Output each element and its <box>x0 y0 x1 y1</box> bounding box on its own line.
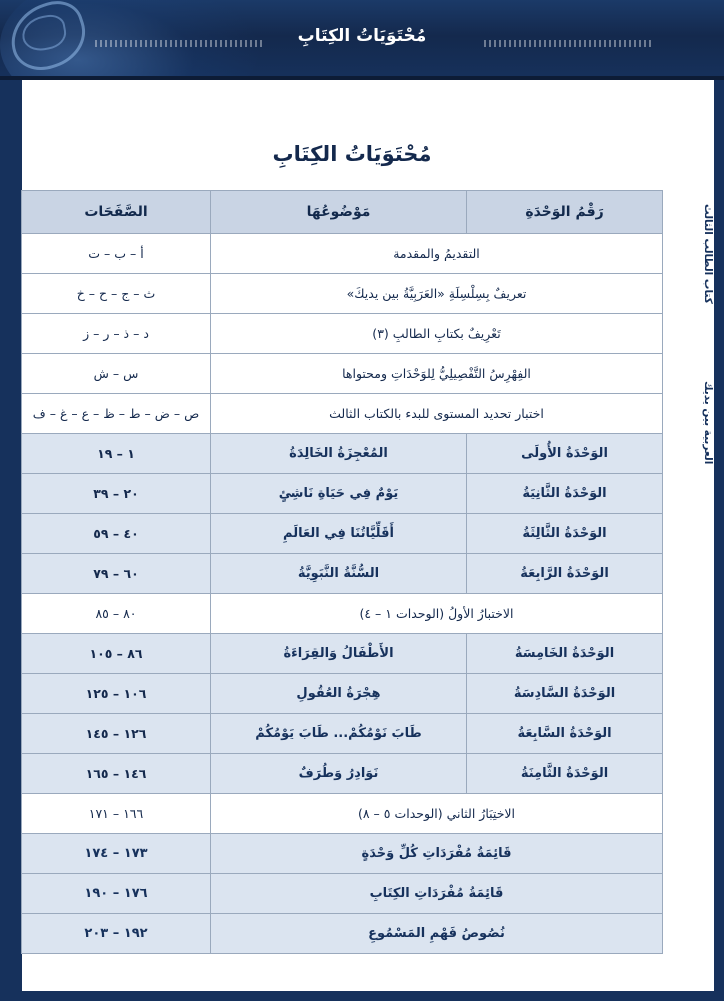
cell-pages: ٤٠ – ٥٩ <box>22 514 211 554</box>
cell-topic: نُصُوصُ فَهْمِ المَسْمُوعِ <box>211 914 663 954</box>
cell-pages: ص – ض – ط – ظ – ع – غ – ف <box>22 394 211 434</box>
column-header-topic: مَوْضُوعُهَا <box>211 191 467 234</box>
cell-topic: نَوَادِرُ وَطُرَفٌ <box>211 754 467 794</box>
cell-pages: ٨٠ – ٨٥ <box>22 594 211 634</box>
table-row <box>22 354 663 394</box>
table-header-row <box>22 191 663 234</box>
table-row <box>22 474 663 514</box>
cell-topic: الفِهْرِسُ التَّفْصِيلِيُّ لِلوَحْدَاتِ ومحتواها <box>211 354 663 394</box>
cell-pages: د – ذ – ر – ز <box>22 314 211 354</box>
cell-pages: س – ش <box>22 354 211 394</box>
cell-topic: اختبار تحديد المستوى للبدء بالكتاب الثالث <box>211 394 663 434</box>
table-of-contents <box>22 190 663 954</box>
cell-topic: تَعْرِيفٌ بكتابِ الطالبِ (٣) <box>211 314 663 354</box>
cell-topic: أَقَلِّيَّاتُنَا فِي العَالَمِ <box>211 514 467 554</box>
header-title: مُحْتَوَيَاتُ الكِتَابِ <box>297 26 427 46</box>
cell-pages: ٢٠ – ٣٩ <box>22 474 211 514</box>
cell-topic: الاختبارُ الأولُ (الوحدات ١ – ٤) <box>211 594 663 634</box>
spine-book-title: كتاب الطالب الثالث <box>702 204 714 304</box>
cell-topic: التقديمُ والمقدمة <box>211 234 663 274</box>
cell-unit-number: الوَحْدَةُ السَّادِسَةُ <box>467 674 663 714</box>
cell-unit-number: الوَحْدَةُ الثَّامِنَةُ <box>467 754 663 794</box>
cell-unit-number: الوَحْدَةُ السَّابِعَةُ <box>467 714 663 754</box>
cell-pages: ١ – ١٩ <box>22 434 211 474</box>
table-row <box>22 514 663 554</box>
table-row <box>22 434 663 474</box>
cell-pages: ١٤٦ – ١٦٥ <box>22 754 211 794</box>
contents-table-head <box>22 191 663 234</box>
cell-pages: ٦٠ – ٧٩ <box>22 554 211 594</box>
cell-topic: الأَطْفَالُ وَالقِرَاءَةُ <box>211 634 467 674</box>
cell-unit-number: الوَحْدَةُ الأُولَى <box>467 434 663 474</box>
cell-topic: السُّنَّةُ النَّبَوِيَّةُ <box>211 554 467 594</box>
cell-topic: طَابَ نَوْمُكُمْ... طَابَ يَوْمُكُمْ <box>211 714 467 754</box>
book-spine-text <box>690 200 714 464</box>
cell-pages: ١٧٣ – ١٧٤ <box>22 834 211 874</box>
table-row <box>22 554 663 594</box>
table-row <box>22 914 663 954</box>
table-row <box>22 314 663 354</box>
table-row <box>22 754 663 794</box>
cell-pages: ث – ج – ح – خ <box>22 274 211 314</box>
table-row <box>22 234 663 274</box>
contents-table-body <box>22 234 663 954</box>
table-row <box>22 674 663 714</box>
cell-topic: قَائِمَةُ مُفْرَدَاتِ كُلِّ وَحْدَةٍ <box>211 834 663 874</box>
cell-topic: قَائِمَةُ مُفْرَدَاتِ الكِتَابِ <box>211 874 663 914</box>
table-row <box>22 874 663 914</box>
page-frame-right <box>714 0 724 1001</box>
table-row <box>22 594 663 634</box>
cell-topic: الاختِبَارُ الثاني (الوحدات ٥ – ٨) <box>211 794 663 834</box>
table-row <box>22 394 663 434</box>
cell-pages: ١٦٦ – ١٧١ <box>22 794 211 834</box>
cell-unit-number: الوَحْدَةُ الثَّالِثَةُ <box>467 514 663 554</box>
page-header <box>0 0 724 80</box>
spine-series-title: العربية بين يديك <box>702 380 714 464</box>
page-title: مُحْتَوَيَاتُ الكِتَابِ <box>272 142 432 166</box>
cell-pages: ١٧٦ – ١٩٠ <box>22 874 211 914</box>
cell-unit-number: الوَحْدَةُ الخَامِسَةُ <box>467 634 663 674</box>
table-row <box>22 274 663 314</box>
table-row <box>22 714 663 754</box>
page-frame-bottom <box>0 991 724 1001</box>
cell-pages: ١٠٦ – ١٢٥ <box>22 674 211 714</box>
contents-table <box>21 190 663 954</box>
cell-pages: أ – ب – ت <box>22 234 211 274</box>
cell-pages: ١٢٦ – ١٤٥ <box>22 714 211 754</box>
cell-pages: ٨٦ – ١٠٥ <box>22 634 211 674</box>
cell-unit-number: الوَحْدَةُ الرَّابِعَةُ <box>467 554 663 594</box>
cell-topic: يَوْمٌ فِي حَيَاةِ نَاشِئٍ <box>211 474 467 514</box>
column-header-unit: رَقْمُ الوَحْدَةِ <box>467 191 663 234</box>
cell-topic: هِجْرَةُ العُقُولِ <box>211 674 467 714</box>
cell-topic: تعريفٌ بِسِلْسِلَةِ «العَرَبِيَّةُ بين يديكَ» <box>211 274 663 314</box>
page-frame-left <box>0 0 22 1001</box>
table-row <box>22 834 663 874</box>
column-header-pages: الصَّفَحَات <box>22 191 211 234</box>
cell-pages: ١٩٢ – ٢٠٣ <box>22 914 211 954</box>
table-row <box>22 634 663 674</box>
cell-topic: المُعْجِزَةُ الخَالِدَةُ <box>211 434 467 474</box>
cell-unit-number: الوَحْدَةُ الثَّانِيَةُ <box>467 474 663 514</box>
table-row <box>22 794 663 834</box>
